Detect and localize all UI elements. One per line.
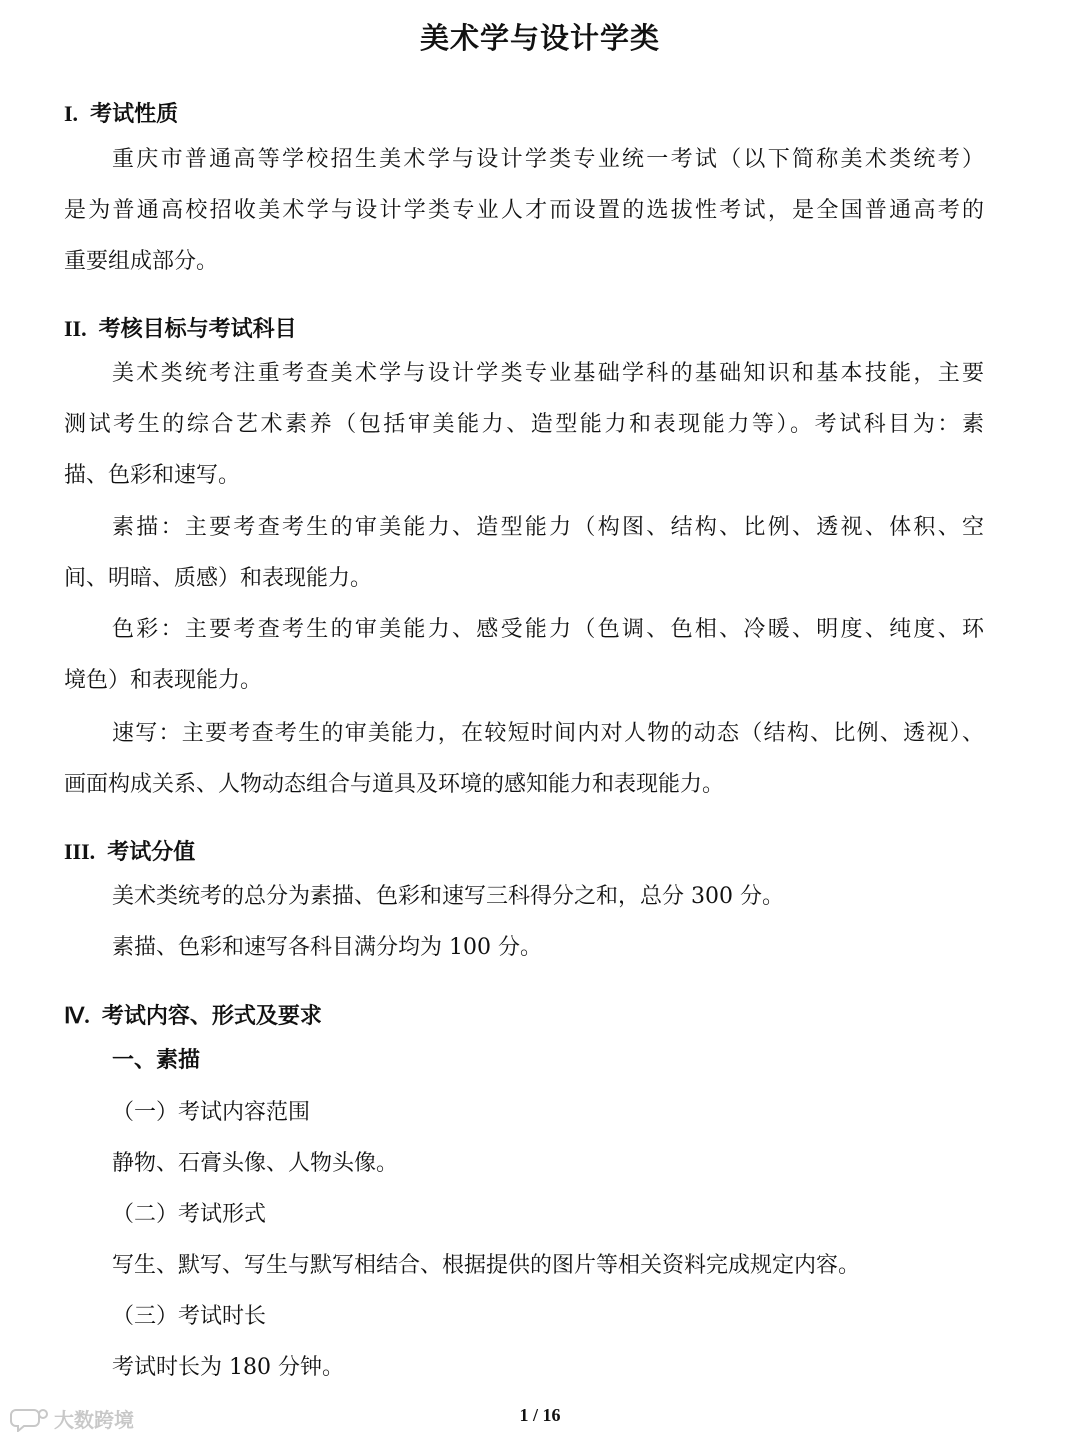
subject-line: 素描：主要考查考生的审美能力、造型能力（构图、结构、比例、透视、体积、空 (112, 515, 984, 540)
section-heading (64, 835, 984, 870)
section-heading-text: 考试性质 (90, 102, 179, 127)
section-number: III. (64, 839, 96, 864)
page-indicator: 1 / 16 (519, 1405, 561, 1425)
subject-line: 速写：主要考查考生的审美能力，在较短时间内对人物的动态（结构、比例、透视）、 (112, 721, 984, 746)
section-heading-text: 考试内容、形式及要求 (101, 1004, 322, 1029)
section-heading (64, 999, 984, 1034)
watermark (10, 1404, 134, 1433)
section-number: Ⅳ. (64, 1003, 90, 1028)
section-heading (64, 97, 984, 132)
paragraph-line: 重要组成部分。 (64, 249, 219, 274)
section-heading-text: 考核目标与考试科目 (98, 317, 297, 342)
page-title: 美术学与设计学类 (419, 21, 660, 55)
subject-line: 画面构成关系、人物动态组合与道具及环境的感知能力和表现能力。 (64, 772, 725, 797)
item-label: （三）考试时长 (112, 1304, 267, 1329)
paragraph-line: 是为普通高校招收美术学与设计学类专业人才而设置的选拔性考试，是全国普通高考的 (64, 198, 984, 223)
subject-line: 间、明暗、质感）和表现能力。 (64, 566, 373, 591)
item-text: 写生、默写、写生与默写相结合、根据提供的图片等相关资料完成规定内容。 (112, 1253, 861, 1278)
section-heading (64, 312, 984, 347)
score-line: 美术类统考的总分为素描、色彩和速写三科得分之和，总分 300 分。 (112, 884, 784, 909)
watermark-text: 大数跨境 (54, 1408, 134, 1432)
paragraph-line: 测试考生的综合艺术素养（包括审美能力、造型能力和表现能力等）。考试科目为：素 (64, 412, 984, 437)
item-label: （一）考试内容范围 (112, 1100, 311, 1125)
subject-line: 境色）和表现能力。 (64, 668, 263, 693)
item-label: （二）考试形式 (112, 1202, 267, 1227)
item-text: 考试时长为 180 分钟。 (112, 1355, 344, 1380)
paragraph-line: 重庆市普通高等学校招生美术学与设计学类专业统一考试（以下简称美术类统考） (112, 147, 984, 172)
section-number: II. (64, 316, 87, 341)
chat-bubble-icon (10, 1406, 50, 1432)
score-line: 素描、色彩和速写各科目满分均为 100 分。 (112, 935, 542, 960)
section-number: I. (64, 101, 79, 126)
item-text: 静物、石膏头像、人物头像。 (112, 1151, 399, 1176)
paragraph-line: 美术类统考注重考查美术学与设计学类专业基础学科的基础知识和基本技能，主要 (112, 361, 984, 386)
subject-line: 色彩：主要考查考生的审美能力、感受能力（色调、色相、冷暖、明度、纯度、环 (112, 617, 984, 642)
paragraph-line: 描、色彩和速写。 (64, 463, 241, 488)
section-heading-text: 考试分值 (107, 840, 196, 865)
subsection-heading: 一、素描 (112, 1048, 201, 1073)
